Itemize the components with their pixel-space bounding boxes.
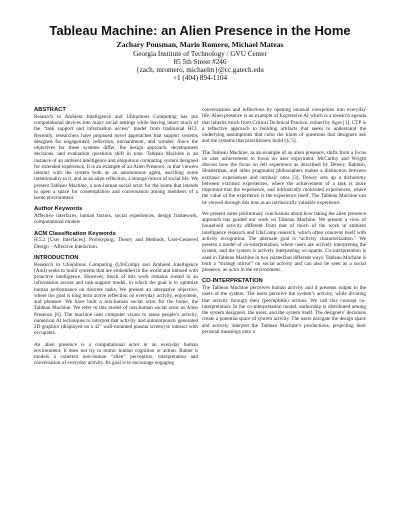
cointerpretation-heading: CO-INTERPRETATION [202, 278, 263, 285]
introduction-paragraph-2: An alien presence is a computational actor in an everyday human environment. It does not try to mimic human cognition or action. Rather it models a coherent non-human “alien” perception, interpretation and conversation of everyday activity. Its goal is to encourage engaging [34, 341, 198, 367]
body-paragraph-2: The Tableau Machine, as an example of an alien presence, shifts from a focus on user achievement to focus on user enjoyment. McCarthy and Wright discuss how the focus on felt experience as described by Dewey, Bakhtin, Shusterman, and other pragmatist philosophers makes a distinction between extrinsic experiences and intrinsic ones [3]. Dewey sets up a dichotomy between extrinsic experiences, where the achievement of a task is more important that the experience, and intrinsically motivated experiences, where the value of the experience is the experience itself. The Tableau Machine can be viewed through this lens as an intrinsically valuable experience. [202, 149, 366, 206]
acm-text: H.5.2 [User Interfaces]: Prototyping; Theory and Methods, User-Centered Design – Affective Interaction. [34, 237, 198, 250]
body-paragraph-1: conversations and reflections by opening unusual viewpoints into everyday life. Alien presence is an example of Expressive AI which is a research agenda that inherits much from Critical Technical Practice, coined by Agre [1]. CTP is a reflective approach to building artifacts that seeks to understand the underlying assumptions that color the kinds of questions that designers ask and the systems that practitioners build [4, 5]. [202, 107, 366, 145]
introduction-paragraph-1: Research in Ubiquitous Computing (UbiComp) and Ambient Intelligence (AmI) seeks to build systems that are embedded in the world and imbued with proactive intelligence. However, much of this work remains rooted in an information access and task-support model, in which the goal is to optimize human performance on discrete tasks. We present an alternative objective, where the goal is long term active reflection on everyday activity, enjoyment, and pleasure. We have built a non-human social actor for the home, the Tableau Machine. We refer to this model of non-human social actor as Alien Presence [6]. The machine uses computer vision to sense people’s activity, numerical AI techniques to interpret that activity, and autonomously generated 2D graphics (displayed on a 42” wall-mounted plasma screen) to interact with occupants. [34, 261, 198, 337]
introduction-heading: INTRODUCTION [34, 254, 79, 261]
affiliation: Georgia Institute of Technology / GVU Center [133, 50, 267, 58]
paper-title: Tableau Machine: an Alien Presence in the Home [49, 23, 351, 38]
cointerpretation-text: The Tableau Machine perceives human activity and it presents output to the users of the system. The users perceive the system’s activity, while divining that activity through their (perceptible) actions. We call this concept co-interpretation. In the co-interpretation model, authorship is distributed among the system designers, the users, and the system itself. The designers’ decisions create a potential space of system activity. The users navigate the design space and actively interpret the Tableau Machine’s productions, projecting their personal meanings onto a [202, 285, 366, 335]
keywords-text: Affective interfaces, human factors, social experiences, design framework, computational models [34, 213, 198, 226]
body-paragraph-3: We present some preliminary conclusions about how taking the alien presence approach has guided our work on Tableau Machine. We present a view of household activity different from that of much of the work in ambient intelligence research and UbiComp research, which often concerns itself with activity recognition. The alternate goal is “activity characterization.” We present a model of co-interpretation, where users are actively interpreting the system, and the system is actively interpreting occupants. Co-interpretation is used in Tableau Machine in two related but different ways. Tableau Machine is both a “strange mirror” on social activity and can also be seen as a social presence, an actor in the environment. [202, 210, 366, 273]
street-address: 85 5th Street #246 [173, 58, 227, 66]
abstract-text: Research in Ambient Intelligence and Ubiquitous Computing has put computational devices into many social settings while leaving intact much of the “task support and information access” model from traditional HCI. Recently, researchers have proposed novel approaches that support systems designed for engagement, reflection, enchantment, and wonder. Since the objectives for these systems differ, the design approach, development decisions, and evaluation questions shift in tone. Tableau Machine is an instance of an ambient intelligence and ubiquitous computing system designed for extended experience. It is an example of an Alien Presence, in that viewers interact with the system both as an autonomous agent, ascribing some intentionality to it, and as an alien reflection, a strange mirror of social life. We present Tableau Machine, a non-human social actor for the home that intends to open a space for contemplation and conversation among members of a home environment. [34, 113, 198, 201]
phone-number: +1 (404) 894-1104 [172, 74, 228, 82]
acm-heading: ACM Classification Keywords [34, 230, 116, 237]
author-list: Zachary Pousman, Mario Romero, Michael Mateas [116, 40, 284, 49]
left-column [34, 107, 198, 369]
right-column [202, 107, 366, 337]
email-addresses: {zach, mromero, michaelm}@cc.gatech.edu [136, 66, 264, 74]
abstract-heading: ABSTRACT [34, 107, 66, 113]
keywords-heading: Author Keywords [34, 206, 83, 213]
